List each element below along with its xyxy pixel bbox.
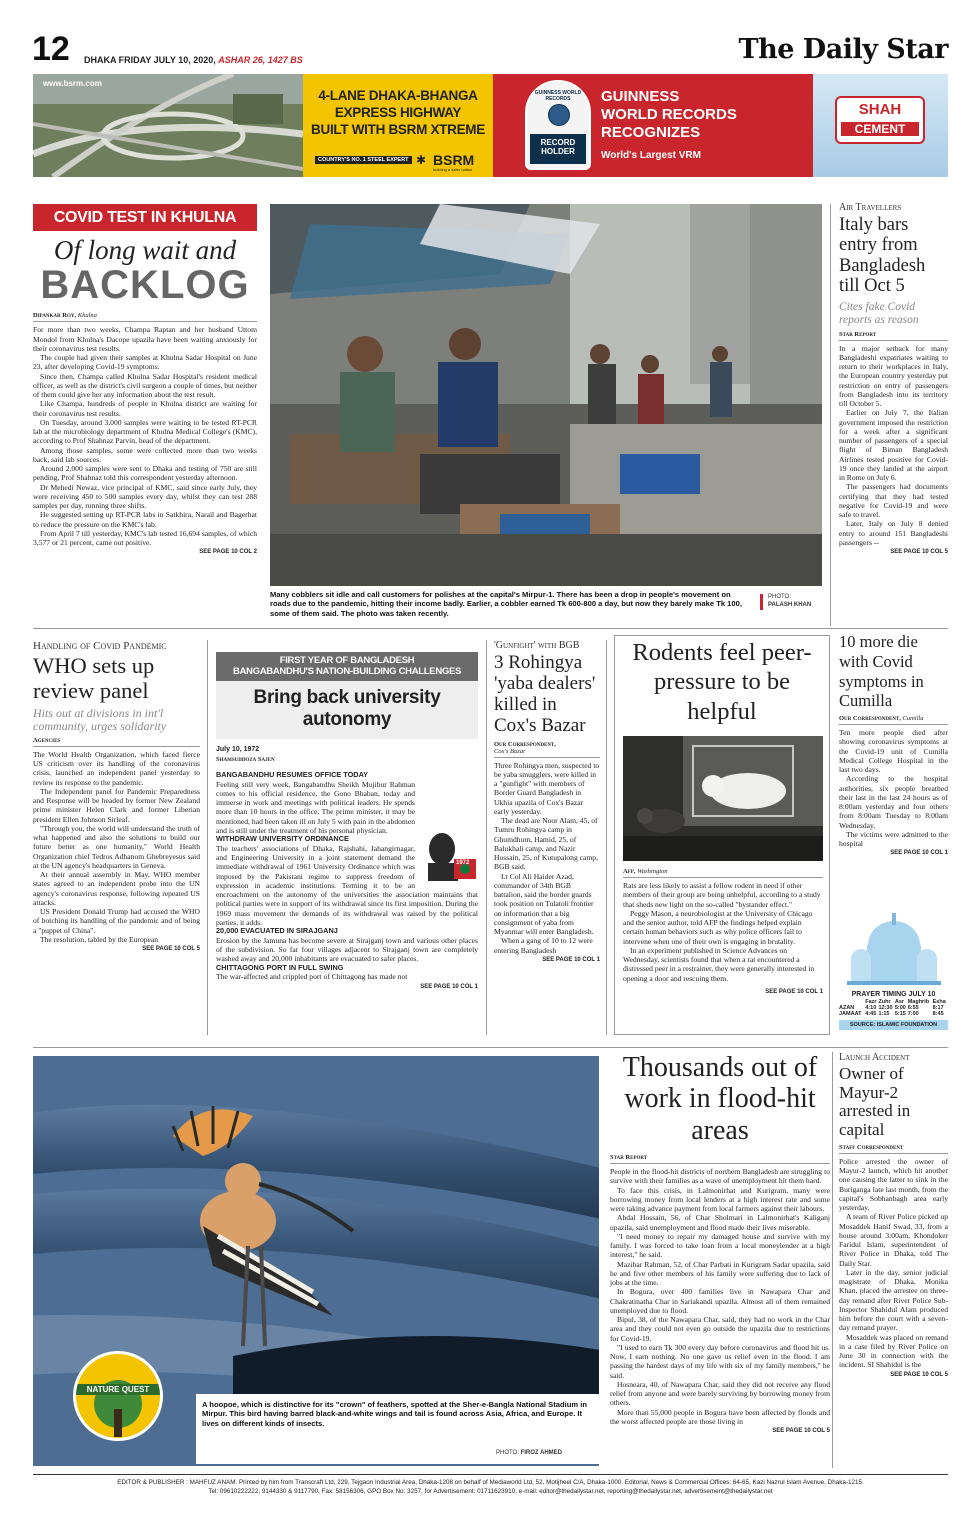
who-story bbox=[33, 640, 200, 952]
flood-para-6: In Bogura, over 400 families live in Nawapara Char and Chakratinatha Char in Sariakandi upazila. Almost all of them remained unemployed due to flood. bbox=[610, 1287, 830, 1315]
guinness-line-2: WORLD RECORDS bbox=[601, 106, 737, 123]
rat-in-restrainer bbox=[623, 736, 823, 861]
cumilla-story bbox=[839, 632, 948, 856]
masthead-logo: The Daily Star bbox=[738, 34, 948, 65]
flood-para-4: "I need money to repair my damaged house and survive with my family. I was forced to take loan from a local moneylender at a high interest," he said. bbox=[610, 1231, 830, 1260]
guinness-badge-label: RECORD HOLDER bbox=[530, 134, 586, 164]
bangabandhu-byline: Shamsuddoza Sajen bbox=[216, 755, 275, 763]
cumilla-byline bbox=[839, 715, 948, 725]
guinness-line-4: World's Largest VRM bbox=[601, 150, 701, 161]
bangabandhu-logo bbox=[420, 829, 478, 881]
bangabandhu-headline: Bring back university autonomy bbox=[216, 681, 478, 739]
divider-who bbox=[207, 640, 208, 1035]
bangabandhu-sub-2: WITHDRAW UNIVERSITY ORDINANCE bbox=[216, 834, 349, 844]
cobbler-photo bbox=[270, 204, 822, 586]
cobbler-caption-block bbox=[270, 590, 822, 620]
rohingya-headline: 3 Rohingya 'yaba dealers' killed in Cox's Bazar bbox=[494, 652, 596, 736]
hoopoe-caption-block bbox=[196, 1394, 600, 1464]
prayer-cell: 4:10 bbox=[865, 1005, 877, 1011]
italy-para-3: The passengers had documents certifying that they had tested negative for Covid-19 and were safe to travel. bbox=[839, 482, 948, 520]
bangabandhu-story bbox=[216, 652, 478, 990]
divider-row-2 bbox=[33, 1047, 948, 1048]
flood-byline: Star Report bbox=[610, 1154, 830, 1164]
khulna-para-2: The couple had given their samples at Khulna Sadar Hospital on June 23, after developing Covid-19 symptoms. bbox=[33, 353, 257, 372]
prayer-cell: 5:00 bbox=[894, 1005, 906, 1011]
bangabandhu-portrait-icon bbox=[420, 829, 478, 881]
rohingya-para-3: Lt Col Ali Haider Azad, commander of 34th BGB battalion, said the border guards took position on Tulatoli frontier on information that a big consignment of yaba from Myanmar will enter Bangladesh. bbox=[494, 871, 594, 937]
flood-headline: Thousands out of work in flood-hit areas bbox=[622, 1052, 818, 1146]
khulna-para-8: Dr Mehedi Newaz, vice principal of KMC, said since early July, they were receiving 450 to 500 samples every day, whilst they can test 288 samples per day, running three shifts. bbox=[33, 482, 257, 511]
prayer-cell: 1:15 bbox=[878, 1011, 890, 1017]
ad-strip bbox=[33, 74, 948, 177]
bsrm-headline-1: 4-LANE DHAKA-BHANGA bbox=[318, 88, 478, 103]
who-para-6: The resolution, tabled by the European bbox=[40, 934, 159, 944]
khulna-body bbox=[33, 325, 257, 547]
dateline-text: DHAKA FRIDAY JULY 10, 2020, bbox=[84, 55, 216, 65]
bsrm-tagline: COUNTRY'S NO. 1 STEEL EXPERT bbox=[315, 156, 412, 164]
rohingya-story bbox=[494, 640, 600, 963]
bangabandhu-para-1: Feeling still very week, Bangabandhu Sheikh Mujibur Rahman comes to his official residence, the Gono Bhaban, today and immerse in work and meetings with political leaders. He spends more than 10 hours in the office. The prime minister, it may be mentioned, had been taken ill on July 5 with pain in the abdomen and is still under the treatment of his personal physician. bbox=[216, 779, 415, 835]
khulna-headline-2: BACKLOG bbox=[40, 263, 250, 308]
bangabandhu-para-3: Erosion by the Jamuna has become severe at Sirajganj town and various other places of the subdivision. So far four villages adjacent to Sirajganj town are completely washed away and 20,000 inhabitants are evacuated to safer places. bbox=[216, 935, 478, 964]
khulna-para-1: For more than two weeks, Champa Raptan and her husband Uttom Mondol from Khulna's Dacope upazila have been waiting anxiously for their coronavirus test results. bbox=[33, 325, 257, 353]
dateline bbox=[84, 55, 303, 65]
italy-kicker: Air Travellers bbox=[839, 202, 902, 213]
flood-see-page[interactable]: SEE PAGE 10 COL 5 bbox=[772, 1428, 830, 1435]
footer-line-1: EDITOR & PUBLISHER : MAHFUZ ANAM. Printed by him from Transcraft Ltd, 229, Tejgaon Industrial Area, Dhaka-1208 on behalf of Mediaworld Ltd, 52, Motijheel C/A, Dhaka-1000. Editorial, News & Commercial Offices: 64-65, Kazi Nazrul Islam Avenue, Dhaka-1215. bbox=[117, 1479, 864, 1486]
cobbler-caption: Many cobblers sit idle and call customers for polishes at the capital's Mirpur-1. There has been a drop in people's movement on roads due to the pandemic, hitting their income badly. Earlier, a cobbler earned Tk 600-800 a day, but now they barely make Tk 100, some of them said. The photo was taken recently. bbox=[270, 590, 742, 618]
prayer-cell: AZAN bbox=[839, 1005, 855, 1011]
rodents-byline-place: Washington bbox=[637, 868, 668, 875]
flood-story bbox=[610, 1052, 830, 1434]
bangabandhu-para-2: The teachers' associations of Dhaka, Rajshahi, Jahangirnagar, and Engineering University in a joint statement demand the immediate withdrawal of 1961 University Ordinance which was imposed by the Pakistani regime to suppress freedom of expression in academic institutions. Terming it to be an encroachment on the autonomy of the universities the association maintains that political parties were in support of its withdrawal since its first imposition. During the 1969 mass movement the demands of its withdrawal was raised by the political parties, it adds. bbox=[216, 843, 478, 927]
launch-story bbox=[839, 1052, 948, 1378]
who-kicker: Handling of Covid Pandemic bbox=[33, 640, 167, 652]
italy-deck: Cites fake Covid reports as reason bbox=[839, 301, 919, 327]
flood-para-1: People in the flood-hit districts of northern Bangladesh are struggling to survive with their families as a wave of unemployment hit them hard. bbox=[610, 1167, 830, 1186]
globe-icon bbox=[548, 104, 570, 126]
footer-line-2: Tel: 09610222222, 9144330 & 9117790, Fax: 58156306, GPO Box No: 3257, for Advertisement: 01711623910, e-mail: editor@thedailystar.net, reporting@thedailystar.net, advertisement@thedailystar.net bbox=[208, 1488, 773, 1496]
rodents-box bbox=[614, 635, 830, 1035]
divider-row-1 bbox=[33, 628, 948, 629]
mosque-icon bbox=[839, 895, 948, 985]
who-para-3: "Through you, the world will understand the truth of what happened and also the solutions to build our future better as one humanity," World Health Organization chief Tedros Adhanom Ghebreyesus said at the UN agency's headquarters in Geneva. bbox=[33, 823, 200, 870]
prayer-title: PRAYER TIMING JULY 10 bbox=[851, 991, 936, 998]
flood-para-10: More than 55,000 people in Bogura have been affected by floods and the worst affected people are those living in bbox=[610, 1407, 830, 1426]
rodents-headline: Rodents feel peer-pressure to be helpful bbox=[632, 639, 812, 725]
cumilla-byline-name: Our Correspondent, bbox=[839, 715, 901, 723]
rodents-para-1: Rats are less likely to assist a fellow rodent in need if other members of their group are being unhelpful, according to a study that sheds new light on the so-called "bystander effect." bbox=[623, 881, 821, 909]
italy-headline: Italy bars entry from Bangladesh till Oct 5 bbox=[839, 215, 926, 297]
shah-line-2: CEMENT bbox=[841, 122, 919, 136]
flood-para-7: Bipul, 38, of the Nawapara Char, said, they had no work in the Char area and they could not even go outside the upazila due to restrictions for Covid-19. bbox=[610, 1315, 830, 1343]
launch-para-3: Later in the day, senior judicial magistrate of Dhaka, Monika Khan, placed the arrestee on three-day remand after River Police Sub-Inspector Shahidul Alam produced him before the court with a seven-day remand prayer. bbox=[839, 1267, 948, 1333]
rodents-byline bbox=[623, 868, 823, 878]
shah-cement-ad[interactable] bbox=[813, 74, 948, 177]
hoopoe-credit-name: FIROZ AHMED bbox=[520, 1450, 563, 1456]
rodents-text bbox=[623, 868, 823, 995]
who-see-page[interactable]: SEE PAGE 10 COL 5 bbox=[142, 946, 200, 953]
who-para-4: At their annual assembly in May, WHO member states agreed to an independent probe into the UN agency's coronavirus response, following repeated US attacks. bbox=[33, 870, 200, 907]
caption-marker bbox=[760, 594, 763, 610]
khulna-para-9: He suggested setting up RT-PCR labs in Satkhira, Narail and Bagerhat to reduce the pressure on the KMC's lab. bbox=[33, 510, 257, 529]
bangabandhu-banner-2: BANGABANDHU'S NATION-BUILDING CHALLENGES bbox=[232, 665, 462, 677]
cobbler-scene bbox=[270, 204, 822, 586]
bsrm-brand-sub: building a safer nation bbox=[433, 167, 473, 172]
rohingya-see-page[interactable]: SEE PAGE 10 COL 1 bbox=[542, 956, 600, 963]
khulna-byline-name: Dipankar Roy, bbox=[33, 312, 77, 320]
footer-imprint bbox=[33, 1478, 948, 1497]
launch-para-1: Police arrested the owner of Mayur-2 launch, which hit another one causing the latter to sink in the Buriganga late last month, from the capital's Sobhanbagh area early yesterday. bbox=[839, 1156, 948, 1212]
prayer-header-cell: Asr bbox=[894, 999, 905, 1005]
bangabandhu-sub-4: CHITTAGONG PORT IN FULL SWING bbox=[216, 962, 344, 972]
prayer-cell: JAMAAT bbox=[839, 1011, 862, 1017]
bsrm-panel bbox=[303, 74, 493, 177]
bangabandhu-sub-1: BANGABANDHU RESUMES OFFICE TODAY bbox=[216, 769, 369, 779]
guinness-line-3: RECOGNIZES bbox=[601, 124, 701, 141]
rohingya-byline-place: Cox's Bazar bbox=[494, 747, 526, 755]
flood-para-2: To face this crisis, in Lalmonirhat and Kurigram, many were borrowing money from local lenders at a high interest rate and some were taking advance payment from local farmers against their labours. bbox=[610, 1185, 830, 1214]
rohingya-para-2: The dead are Noor Alam, 45, of Tumru Rohingya camp in Ghumdhum, Hamid, 25, of Balukhali camp, and Nazir Hossain, 25, of Kutupalong camp, BGB said. bbox=[494, 816, 598, 872]
khulna-banner: COVID TEST IN KHULNA bbox=[33, 204, 257, 231]
bsrm-star-icon: ✱ bbox=[416, 153, 427, 167]
italy-para-2: Earlier on July 7, the Italian government imposed the restriction for a week after a significant number of passengers of a special flight of Biman Bangladesh Airlines tested positive for Covid-19 once they landed at the airport in Rome on July 6. bbox=[839, 408, 948, 483]
rodents-see-page[interactable]: SEE PAGE 10 COL 1 bbox=[765, 988, 823, 995]
nature-quest-text: NATURE QUEST bbox=[76, 1384, 160, 1395]
bangabandhu-para-4: The war-affected and crippled port of Chittagong has made not bbox=[216, 972, 408, 982]
bangabandhu-sub-3: 20,000 EVACUATED IN SIRAJGANJ bbox=[216, 926, 338, 936]
who-para-2: The Independent panel for Pandemic Preparedness and Response will be headed by former New Zealand prime minister Helen Clark and former Liberian president Ellen Johnson Sirleaf. bbox=[33, 786, 200, 824]
hoopoe-credit bbox=[496, 1450, 562, 1456]
rodent-photo bbox=[623, 736, 823, 861]
divider-launch bbox=[832, 1052, 833, 1468]
guinness-ad[interactable] bbox=[493, 74, 813, 177]
prayer-cell: 8:45 bbox=[932, 1011, 944, 1017]
shah-line-1: SHAH bbox=[858, 101, 902, 118]
prayer-header-cell: Maghrib bbox=[907, 999, 930, 1005]
khulna-para-7: Around 2,000 samples were sent to Dhaka and testing of 750 are still pending, Prof Shahnaz told this correspondent yesterday afternoon. bbox=[33, 464, 257, 483]
divider-italy bbox=[830, 204, 831, 626]
rohingya-byline bbox=[494, 741, 600, 758]
khulna-see-page[interactable]: SEE PAGE 10 COL 2 bbox=[199, 549, 257, 556]
bsrm-headline-3: BUILT WITH BSRM XTREME bbox=[311, 122, 485, 137]
bangabandhu-banner-1: FIRST YEAR OF BANGLADESH bbox=[279, 655, 415, 666]
footer-rule bbox=[33, 1474, 948, 1475]
bangabandhu-logo-year: 1972 bbox=[456, 859, 470, 866]
prayer-header-cell: Fazr bbox=[865, 999, 877, 1005]
guinness-line-1: GUINNESS bbox=[601, 88, 680, 105]
page-number: 12 bbox=[32, 30, 70, 68]
guinness-badge bbox=[525, 80, 591, 170]
cobbler-credit bbox=[768, 594, 822, 610]
italy-para-1: In a major setback for many Bangladeshi expatriates waiting to return to their workplaces in Italy, the European country yesterday put restriction on entry of passengers from Bangladesh into its territory till October 5. bbox=[839, 343, 948, 409]
italy-para-4: Later, Italy on July 8 denied entry to around 151 Bangladeshi passengers -- bbox=[839, 519, 948, 547]
prayer-cell: 5:15 bbox=[894, 1011, 906, 1017]
cumilla-byline-place: Cumilla bbox=[902, 715, 924, 723]
who-byline: Agencies bbox=[33, 737, 200, 747]
launch-headline: Owner of Mayur-2 arrested in capital bbox=[839, 1064, 911, 1140]
italy-story bbox=[839, 202, 948, 555]
cumilla-headline: 10 more die with Covid symptoms in Cumilla bbox=[839, 632, 924, 711]
prayer-row-jamaat bbox=[839, 1011, 948, 1017]
who-para-1: The World Health Organization, which faced fierce US criticism over its handling of the coronavirus crisis, launched an independent panel yesterday to review its response to the pandemic. bbox=[33, 749, 200, 787]
hoopoe-credit-label: PHOTO: bbox=[496, 1450, 519, 1456]
prayer-header-cell: Esha bbox=[932, 999, 946, 1005]
khulna-para-3: Since then, Champa called Khulna Sadar Hospital's resident medical officer, as well as the district's civil surgeon a couple of times, but neither of them could give her any information about the test result. bbox=[33, 371, 257, 400]
cumilla-para-2: According to the hospital authorities, six people breathed their last in the last 24 hours as of 8:00am yesterday and four others from 8:00am Tuesday to 8:00am Wednesday. bbox=[839, 774, 948, 830]
launch-para-4: Mosaddek was placed on remand in a case filed by River Police on June 30 in connection with the incident. SI Shahidul is the bbox=[839, 1332, 948, 1370]
dateline-bn: ASHAR 26, 1427 BS bbox=[218, 55, 303, 65]
flood-para-3: Abdal Hossain, 56, of Char Sholmari in Lalmonirhat's Kaliganj upazila, said unemployment and flood made their lives miserable. bbox=[610, 1213, 830, 1232]
who-para-5: US President Donald Trump had accused the WHO of botching its handling of the pandemic and of being a "puppet of China". bbox=[33, 907, 200, 935]
bsrm-brand: BSRM bbox=[433, 152, 475, 168]
bangabandhu-date: July 10, 1972 bbox=[216, 745, 260, 753]
prayer-cell: 8:17 bbox=[932, 1005, 944, 1011]
cumilla-see-page[interactable]: SEE PAGE 10 COL 1 bbox=[890, 850, 948, 857]
page-header bbox=[30, 32, 950, 70]
rohingya-byline-name: Our Correspondent, bbox=[494, 740, 556, 748]
divider-bangabandhu bbox=[486, 640, 487, 1035]
hoopoe-caption: A hoopoe, which is distinctive for its "crown" of feathers, spotted at the Sher-e-Bangla National Stadium in Mirpur. This bird having barred black-and-white wings and tail is found across Asia, Africa, and Europe. It lives on different kinds of insects. bbox=[202, 1400, 587, 1428]
khulna-byline bbox=[33, 312, 257, 322]
launch-see-page[interactable]: SEE PAGE 10 COL 5 bbox=[890, 1371, 948, 1378]
prayer-cell: 6:55 bbox=[907, 1005, 919, 1011]
rodents-para-2: Peggy Mason, a neurobiologist at the University of Chicago and the senior author, told AFP the findings helped explain certain human behaviors such as why police officers fail to intervene when one of their own is engaging in brutality. bbox=[623, 908, 813, 946]
divider-rohingya bbox=[606, 640, 607, 1035]
launch-byline: Staff Correspondent bbox=[839, 1144, 948, 1154]
bangabandhu-banner bbox=[216, 652, 478, 681]
italy-byline: Star Report bbox=[839, 331, 948, 341]
who-deck: Hits out at divisions in int'l community, urges solidarity bbox=[33, 705, 167, 733]
flood-para-9: Hosneara, 40, of Nawapara Char, said they did not receive any flood relief from anyone and were barely surviving by borrowing money from others. bbox=[610, 1379, 830, 1408]
prayer-cell: 7:00 bbox=[907, 1011, 919, 1017]
khulna-headline-1: Of long wait and bbox=[53, 235, 237, 265]
prayer-cell: 4:45 bbox=[865, 1011, 877, 1017]
khulna-para-10: From April 7 till yesterday, KMC's lab tested 16,694 samples, of which 3,577 or 21 percent, came out positive. bbox=[33, 528, 257, 548]
rohingya-kicker: 'Gunfight' with BGB bbox=[494, 640, 580, 651]
rohingya-para-4: When a gang of 10 to 12 were entering Bangladesh bbox=[494, 936, 593, 955]
bsrm-url: www.bsrm.com bbox=[43, 79, 102, 88]
bsrm-ad[interactable] bbox=[33, 74, 493, 177]
khulna-byline-place: Khulna bbox=[77, 312, 97, 320]
rodents-para-3: In an experiment published in Science Advances on Wednesday, scientists found that when a rat encountered a distressed peer in a restrainer, they were generally interested in opening a door and rescuing them. bbox=[623, 945, 815, 983]
cobbler-credit-name: PALASH KHAN bbox=[768, 601, 812, 608]
rohingya-para-1: Three Rohingya men, suspected to be yaba smugglers, were killed in a "gunfight" with members of Border Guard Bangladesh in Ukhia upazila of Cox's Bazar early yesterday. bbox=[494, 760, 600, 816]
khulna-story bbox=[33, 204, 257, 555]
launch-para-2: A team of River Police picked up Mosaddek Hanif Swad, 33, from a house around 3:00am, Khondoker Faridul Islam, superintendent of River Police in Dhaka, told The Daily Star. bbox=[839, 1212, 948, 1268]
flood-para-8: "I used to earn Tk 300 every day before coronavirus and flood hit us. Now, I earn nothing. No one gave us relief even in the flood. I am passing the hardest days of my life with six of my family members," he said. bbox=[610, 1342, 830, 1380]
tree-icon bbox=[76, 1354, 160, 1438]
khulna-para-6: Among those samples, some were collected more than two weeks back, said lab sources. bbox=[33, 445, 257, 464]
nature-quest-logo bbox=[73, 1351, 163, 1441]
italy-see-page[interactable]: SEE PAGE 10 COL 5 bbox=[890, 549, 948, 556]
guinness-badge-top: GUINNESS WORLD RECORDS bbox=[534, 90, 582, 102]
khulna-para-5: On Tuesday, around 3,000 samples were waiting to be tested RT-PCR lab at the microbiology department of Khulna Medical College's (KMC), according to Prof Shahnaz Parvin, head of the department. bbox=[33, 417, 257, 446]
cumilla-para-3: The victims were admitted to the hospital bbox=[839, 829, 948, 849]
launch-kicker: Launch Accident bbox=[839, 1052, 910, 1063]
prayer-timing-box bbox=[839, 895, 948, 1045]
prayer-source: SOURCE: ISLAMIC FOUNDATION bbox=[839, 1020, 948, 1030]
shah-logo bbox=[835, 96, 925, 144]
flood-para-5: Mazibar Rahman, 52, of Char Parbati in Kurigram Sadar upazila, said he and five other members of his family were suffering due to lack of jobs at the time. bbox=[610, 1259, 830, 1288]
prayer-cell: 12:30 bbox=[878, 1005, 893, 1011]
who-headline: WHO sets up review panel bbox=[33, 653, 155, 703]
prayer-header-cell: Zuhr bbox=[878, 999, 891, 1005]
bangabandhu-see-page[interactable]: SEE PAGE 10 COL 1 bbox=[420, 983, 478, 990]
highway-illustration bbox=[33, 74, 303, 177]
khulna-para-4: Like Champa, hundreds of people in Khulna district are waiting for their coronavirus test results. bbox=[33, 399, 257, 418]
prayer-table bbox=[839, 999, 948, 1017]
bsrm-headline-2: EXPRESS HIGHWAY bbox=[334, 105, 462, 120]
rodents-byline-name: Afp, bbox=[623, 868, 636, 875]
cobbler-credit-label: PHOTO: bbox=[768, 594, 791, 600]
cumilla-para-1: Ten more people died after showing coronavirus symptoms at the Covid-19 unit of Cumilla Medical College Hospital in the last two days. bbox=[839, 728, 948, 775]
